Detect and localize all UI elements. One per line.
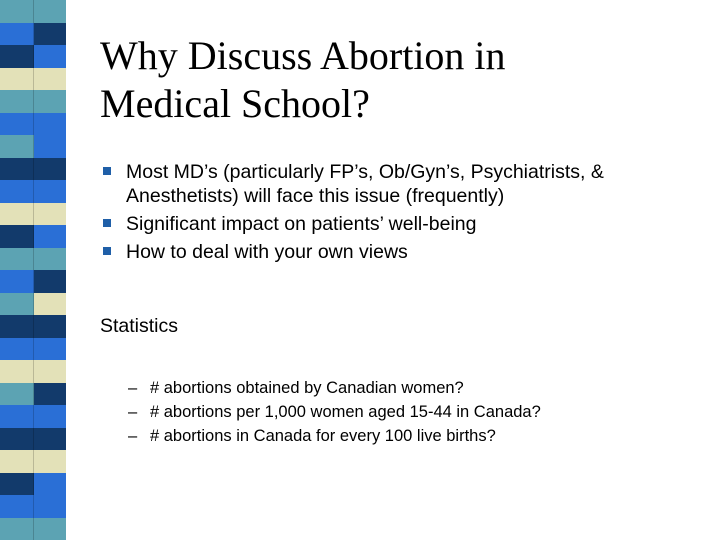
decorative-stripe bbox=[0, 248, 66, 271]
decorative-stripe-cell bbox=[34, 0, 67, 23]
dash-bullet-icon: – bbox=[128, 379, 138, 397]
decorative-stripe-cell bbox=[34, 68, 67, 91]
decorative-stripe-cell bbox=[34, 158, 67, 181]
square-bullet-icon bbox=[103, 247, 111, 255]
decorative-stripe-cell bbox=[0, 135, 34, 158]
statistics-question-item bbox=[126, 400, 706, 424]
decorative-stripe-bar bbox=[0, 0, 66, 540]
decorative-stripe-cell bbox=[34, 180, 67, 203]
bullet-text: How to deal with your own views bbox=[126, 241, 408, 263]
decorative-stripe bbox=[0, 135, 66, 158]
decorative-stripe-cell bbox=[34, 338, 67, 361]
decorative-stripe bbox=[0, 450, 66, 473]
decorative-stripe-cell bbox=[0, 495, 34, 518]
decorative-stripe-cell bbox=[34, 428, 67, 451]
decorative-stripe-cell bbox=[34, 450, 67, 473]
statistics-question-item bbox=[126, 376, 706, 400]
decorative-stripe bbox=[0, 338, 66, 361]
bullet-text: Most MD’s (particularly FP’s, Ob/Gyn’s, Psychiatrists, & Anesthetists) will face this issue (frequently) bbox=[126, 161, 604, 207]
statistics-question-item bbox=[126, 424, 706, 448]
decorative-stripe-cell bbox=[0, 473, 34, 496]
decorative-stripe-cell bbox=[0, 158, 34, 181]
decorative-stripe-cell bbox=[0, 383, 34, 406]
dash-bullet-icon: – bbox=[128, 403, 138, 421]
decorative-stripe bbox=[0, 428, 66, 451]
decorative-stripe-cell bbox=[0, 315, 34, 338]
decorative-stripe bbox=[0, 315, 66, 338]
decorative-stripe-cell bbox=[34, 90, 67, 113]
decorative-stripe-cell bbox=[0, 180, 34, 203]
decorative-stripe-cell bbox=[0, 68, 34, 91]
bullet-text: Significant impact on patients’ well-being bbox=[126, 213, 477, 235]
decorative-stripe-cell bbox=[34, 383, 67, 406]
statistics-question-text: # abortions per 1,000 women aged 15-44 in Canada? bbox=[150, 403, 541, 421]
slide-title-line-2: Medical School? bbox=[100, 81, 370, 126]
decorative-stripe-cell bbox=[0, 45, 34, 68]
decorative-stripe bbox=[0, 383, 66, 406]
decorative-stripe-cell bbox=[34, 405, 67, 428]
decorative-stripe-cell bbox=[0, 203, 34, 226]
decorative-stripe bbox=[0, 225, 66, 248]
decorative-stripe-cell bbox=[34, 360, 67, 383]
slide-title-line-1: Why Discuss Abortion in bbox=[100, 33, 506, 78]
decorative-stripe-cell bbox=[34, 203, 67, 226]
decorative-stripe-cell bbox=[34, 293, 67, 316]
decorative-stripe bbox=[0, 270, 66, 293]
decorative-stripe-cell bbox=[34, 518, 67, 540]
decorative-stripe-cell bbox=[0, 113, 34, 136]
decorative-stripe bbox=[0, 180, 66, 203]
bullet-item bbox=[100, 160, 710, 208]
decorative-stripe-cell bbox=[34, 113, 67, 136]
decorative-stripe-cell bbox=[34, 45, 67, 68]
decorative-stripe-cell bbox=[34, 473, 67, 496]
decorative-stripe-cell bbox=[0, 248, 34, 271]
decorative-stripe-cell bbox=[34, 270, 67, 293]
decorative-stripe-cell bbox=[0, 270, 34, 293]
decorative-stripe-cell bbox=[34, 495, 67, 518]
statistics-question-text: # abortions in Canada for every 100 live births? bbox=[150, 427, 496, 445]
square-bullet-icon bbox=[103, 219, 111, 227]
decorative-stripe-cell bbox=[0, 90, 34, 113]
decorative-stripe bbox=[0, 495, 66, 518]
decorative-stripe bbox=[0, 0, 66, 23]
decorative-stripe-cell bbox=[0, 225, 34, 248]
decorative-stripe bbox=[0, 405, 66, 428]
decorative-stripe-cell bbox=[0, 405, 34, 428]
dash-bullet-icon: – bbox=[128, 427, 138, 445]
decorative-stripe bbox=[0, 473, 66, 496]
decorative-stripe bbox=[0, 518, 66, 540]
decorative-stripe bbox=[0, 293, 66, 316]
decorative-stripe-cell bbox=[0, 428, 34, 451]
bullet-item bbox=[100, 240, 710, 264]
decorative-stripe bbox=[0, 158, 66, 181]
bullet-item bbox=[100, 212, 710, 236]
decorative-stripe bbox=[0, 360, 66, 383]
decorative-stripe-cell bbox=[0, 518, 34, 540]
statistics-question-text: # abortions obtained by Canadian women? bbox=[150, 379, 464, 397]
decorative-stripe-cell bbox=[0, 360, 34, 383]
decorative-stripe bbox=[0, 23, 66, 46]
decorative-stripe-cell bbox=[34, 248, 67, 271]
slide-title bbox=[100, 32, 700, 128]
square-bullet-icon bbox=[103, 167, 111, 175]
decorative-stripe bbox=[0, 113, 66, 136]
statistics-heading: Statistics bbox=[100, 315, 179, 337]
decorative-stripe-cell bbox=[34, 315, 67, 338]
decorative-stripe-cell bbox=[34, 225, 67, 248]
statistics-question-list bbox=[126, 376, 706, 448]
decorative-stripe-cell bbox=[0, 0, 34, 23]
decorative-stripe-cell bbox=[34, 23, 67, 46]
bullet-list bbox=[100, 160, 710, 268]
decorative-stripe-cell bbox=[0, 450, 34, 473]
decorative-stripe-cell bbox=[34, 135, 67, 158]
decorative-stripe bbox=[0, 45, 66, 68]
decorative-stripe-cell bbox=[0, 338, 34, 361]
decorative-stripe-cell bbox=[0, 293, 34, 316]
decorative-stripe bbox=[0, 90, 66, 113]
decorative-stripe bbox=[0, 203, 66, 226]
decorative-stripe bbox=[0, 68, 66, 91]
decorative-stripe-cell bbox=[0, 23, 34, 46]
